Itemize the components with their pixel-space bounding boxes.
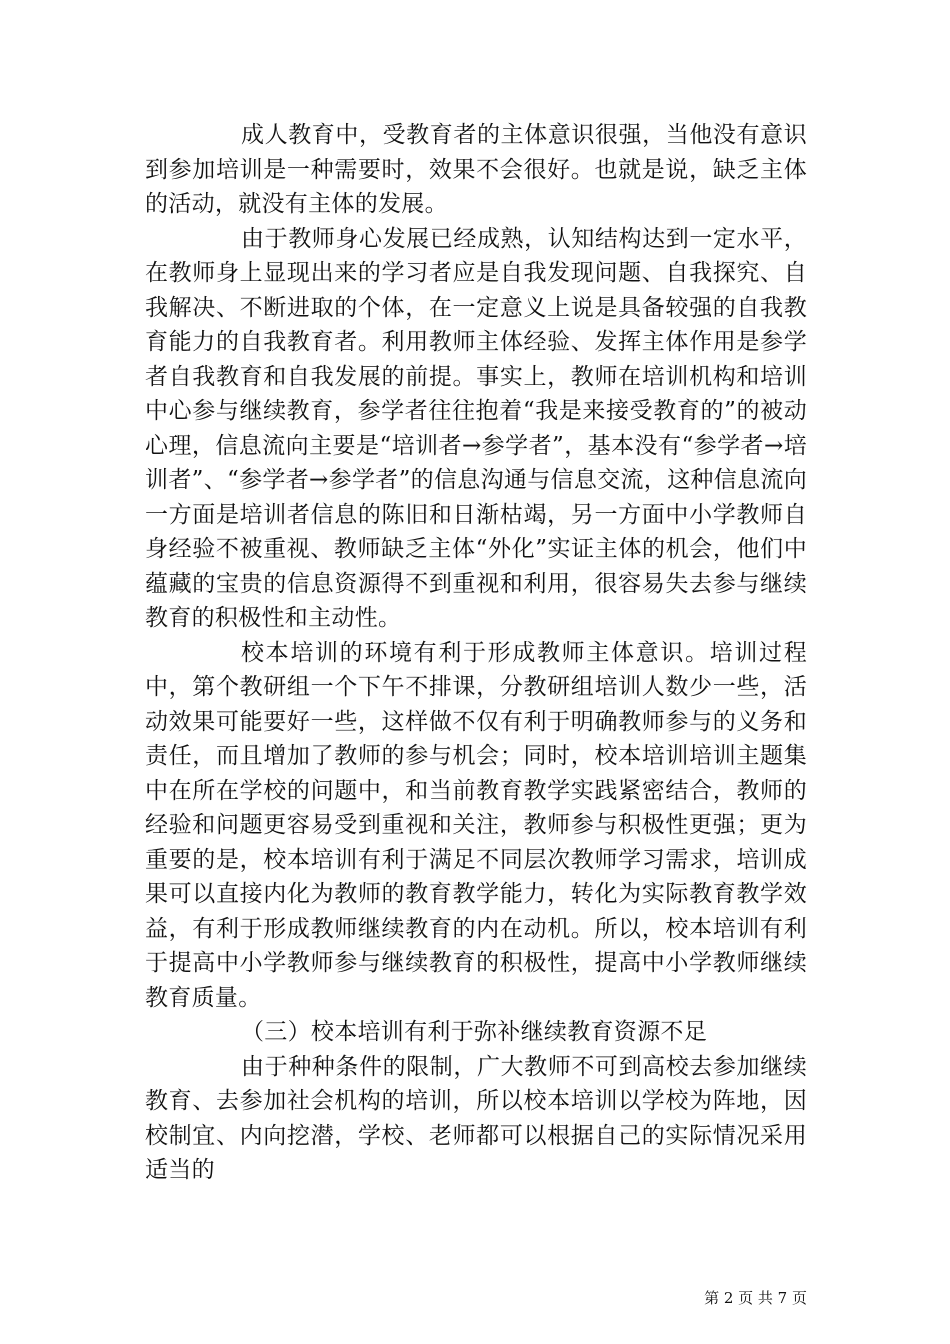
paragraph-teacher-development: 由于教师身心发展已经成熟，认知结构达到一定水平，在教师身上显现出来的学习者应是自我发现问题、自我探究、自我解决、不断进取的个体，在一定意义上说是具备较强的自我教育能力的自我教育者。利用教师主体经验、发挥主体作用是参学者自我教育和自我发展的前提。事实上，教师在培训机构和培训中心参与继续教育，参学者往往抱着“我是来接受教育的”的被动心理，信息流向主要是“培训者→参学者”，基本没有“参学者→培训者”、“参学者→参学者”的信息沟通与信息交流，这种信息流向一方面是培训者信息的陈旧和日渐枯竭，另一方面中小学教师自身经验不被重视、教师缺乏主体“外化”实证主体的机会，他们中蕴藏的宝贵的信息资源得不到重视和利用，很容易失去参与继续教育的积极性和主动性。 [145,225,807,631]
paragraph-adult-education: 成人教育中，受教育者的主体意识很强，当他没有意识到参加培训是一种需要时，效果不会很好。也就是说，缺乏主体的活动，就没有主体的发展。 [145,122,807,217]
page-number: 第 2 页 共 7 页 [704,1289,807,1307]
document-body [145,118,807,1188]
section-heading: （三）校本培训有利于弥补继续教育资源不足 [241,1019,707,1045]
paragraph-school-based-training: 校本培训的环境有利于形成教师主体意识。培训过程中，第个教研组一个下午不排课，分教研组培训人数少一些，活动效果可能要好一些，这样做不仅有利于明确教师参与的义务和责任，而且增加了教师的参与机会；同时，校本培训培训主题集中在所在学校的问题中，和当前教育教学实践紧密结合，教师的经验和问题更容易受到重视和关注，教师参与积极性更强；更为重要的是，校本培训有利于满足不同层次教师学习需求，培训成果可以直接内化为教师的教育教学能力，转化为实际教育教学效益，有利于形成教师继续教育的内在动机。所以，校本培训有利于提高中小学教师参与继续教育的积极性，提高中小学教师继续教育质量。 [145,639,807,1011]
paragraph-resources: 由于种种条件的限制，广大教师不可到高校去参加继续教育、去参加社会机构的培训，所以校本培训以学校为阵地，因校制宜、内向挖潜，学校、老师都可以根据自己的实际情况采用适当的 [145,1053,807,1183]
